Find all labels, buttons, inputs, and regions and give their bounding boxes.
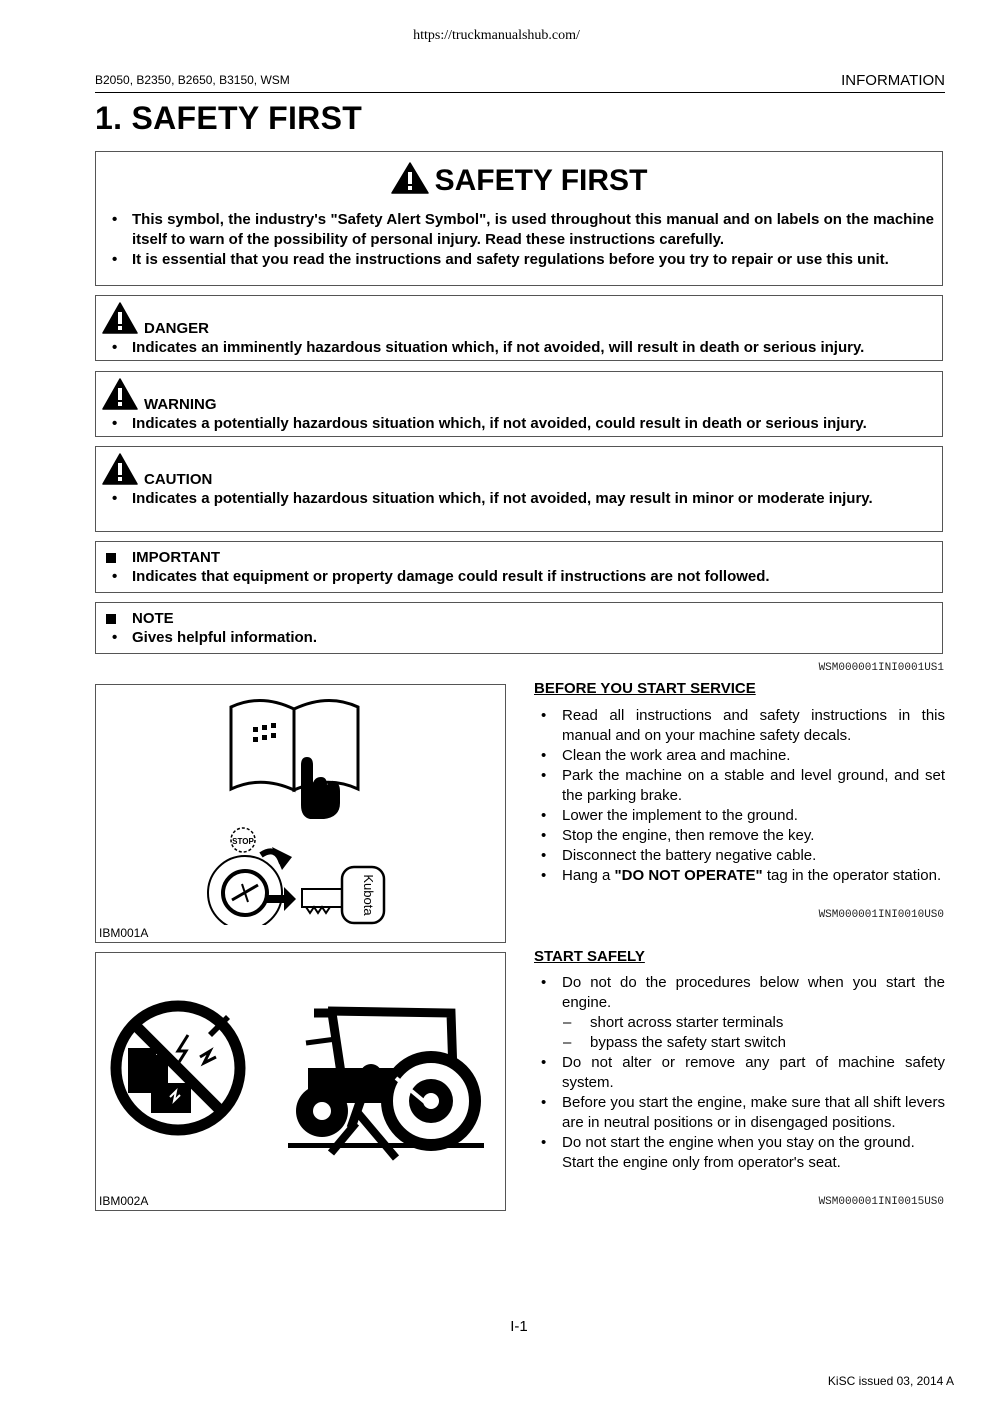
reference-code: WSM000001INI0010US0 — [818, 909, 944, 921]
start-safely-illustration — [96, 953, 505, 1193]
note-label: NOTE — [132, 610, 174, 627]
figure1-label: IBM001A — [99, 926, 149, 940]
figure-ibm002a — [95, 952, 506, 1211]
reference-code: WSM000001INI0001US1 — [818, 662, 944, 674]
header-models: B2050, B2350, B2650, B3150, WSM — [95, 73, 290, 87]
danger-alert-icon — [102, 302, 138, 334]
warning-box — [95, 371, 943, 437]
warning-text: • Indicates a potentially hazardous situation which, if not avoided, could result in death or serious injury. — [96, 414, 942, 434]
list-item: • Before you start the engine, make sure that all shift levers are in neutral positions or in disengaged positions. — [534, 1093, 945, 1133]
before-service-title: BEFORE YOU START SERVICE — [534, 680, 756, 697]
top-url: https://truckmanualshub.com/ — [413, 28, 580, 43]
note-box — [95, 602, 943, 654]
reference-code: WSM000001INI0015US0 — [818, 1196, 944, 1208]
list-item: • Stop the engine, then remove the key. — [534, 826, 945, 846]
list-item: • Do not alter or remove any part of machine safety system. — [534, 1053, 945, 1093]
figure2-label: IBM002A — [99, 1194, 149, 1208]
list-item: • Lower the implement to the ground. — [534, 806, 945, 826]
before-service-list — [534, 706, 945, 886]
footer-issue: KiSC issued 03, 2014 A — [827, 1374, 954, 1388]
important-text: • Indicates that equipment or property damage could result if instructions are not followed. — [96, 567, 942, 587]
note-square-icon — [106, 614, 116, 624]
caution-label: CAUTION — [144, 471, 213, 488]
list-item-text: Hang a — [562, 867, 615, 884]
caution-text: • Indicates a potentially hazardous situation which, if not avoided, may result in minor or moderate injury. — [96, 489, 942, 509]
header-rule — [95, 92, 945, 93]
safety-first-heading — [96, 160, 942, 202]
danger-text: • Indicates an imminently hazardous situation which, if not avoided, will result in death or serious injury. — [96, 338, 942, 358]
start-safely-list — [534, 973, 945, 1173]
page-number: I-1 — [510, 1318, 528, 1335]
figure-ibm001a — [95, 684, 506, 943]
list-item — [534, 866, 945, 886]
list-item: • Do not start the engine when you stay on the ground. Start the engine only from operator's seat. — [534, 1133, 945, 1173]
note-text: • Gives helpful information. — [96, 628, 942, 648]
danger-box — [95, 295, 943, 361]
safety-alert-icon — [391, 162, 429, 194]
list-item: • Do not do the procedures below when you start the engine. — [534, 973, 945, 1013]
warning-alert-icon — [102, 378, 138, 410]
header-section: INFORMATION — [841, 72, 945, 89]
list-subitem: – short across starter terminals — [534, 1013, 945, 1033]
stop-label: STOP — [232, 837, 254, 846]
start-safely-title: START SAFELY — [534, 948, 645, 965]
safety-first-box — [95, 151, 943, 286]
list-item-text: tag in the operator station. — [762, 867, 942, 884]
safety-bullet: • It is essential that you read the instructions and safety regulations before you try to repair or use this unit. — [96, 250, 942, 270]
manual-key-illustration — [96, 685, 505, 925]
do-not-operate-text: "DO NOT OPERATE" — [614, 867, 763, 884]
list-item: • Park the machine on a stable and level ground, and set the parking brake. — [534, 766, 945, 806]
list-subitem: – bypass the safety start switch — [534, 1033, 945, 1053]
important-square-icon — [106, 553, 116, 563]
caution-alert-icon — [102, 453, 138, 485]
important-box — [95, 541, 943, 593]
safety-first-title: SAFETY FIRST — [434, 164, 648, 197]
warning-label: WARNING — [144, 396, 217, 413]
list-item: • Read all instructions and safety instructions in this manual and on your machine safety decals. — [534, 706, 945, 746]
page-title: 1. SAFETY FIRST — [95, 100, 363, 136]
safety-bullet: • This symbol, the industry's "Safety Alert Symbol", is used throughout this manual and on labels on the machine itself to warn of the possibility of personal injury. Read these instructions carefully. — [96, 210, 942, 250]
important-label: IMPORTANT — [132, 549, 221, 566]
list-item: • Clean the work area and machine. — [534, 746, 945, 766]
caution-box — [95, 446, 943, 532]
brand-label: Kubota — [361, 874, 376, 916]
danger-label: DANGER — [144, 320, 210, 337]
list-item: • Disconnect the battery negative cable. — [534, 846, 945, 866]
